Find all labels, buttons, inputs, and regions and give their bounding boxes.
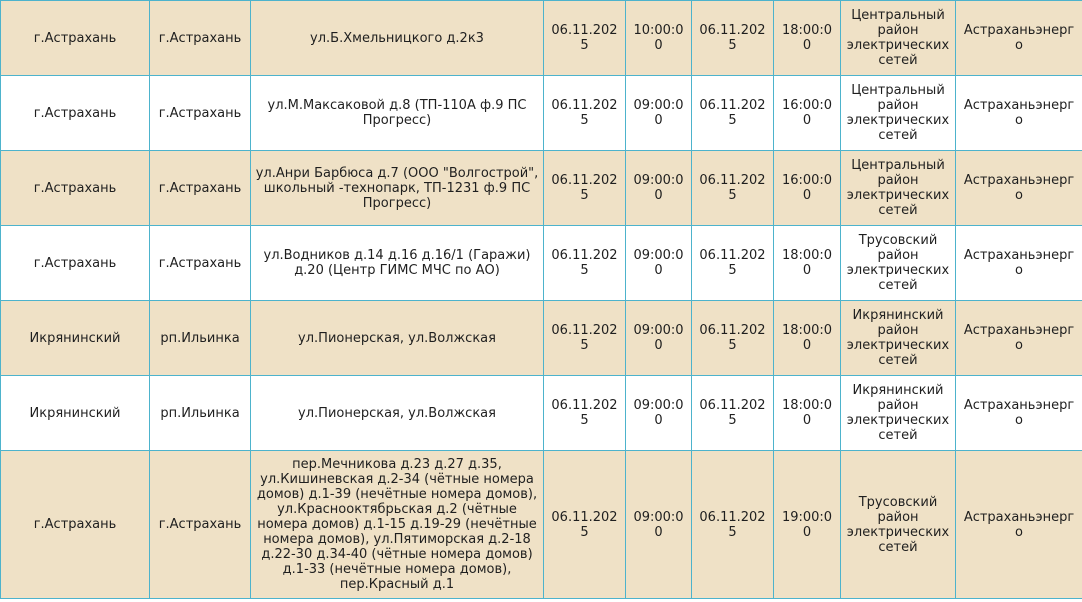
start-time-cell: 09:00:00 bbox=[626, 151, 692, 226]
end-time-cell: 18:00:00 bbox=[774, 301, 841, 376]
address-cell: ул.Пионерская, ул.Волжская bbox=[251, 301, 544, 376]
district-cell: Икрянинский bbox=[1, 301, 150, 376]
end-time-cell: 18:00:00 bbox=[774, 1, 841, 76]
end-date-cell: 06.11.2025 bbox=[692, 151, 774, 226]
start-date-cell: 06.11.2025 bbox=[544, 451, 626, 599]
table-row bbox=[1, 301, 1082, 376]
end-date-cell: 06.11.2025 bbox=[692, 451, 774, 599]
company-cell: Астраханьэнерго bbox=[956, 376, 1082, 451]
table-row bbox=[1, 376, 1082, 451]
end-time-cell: 18:00:00 bbox=[774, 226, 841, 301]
locality-cell: г.Астрахань bbox=[150, 451, 251, 599]
district-cell: г.Астрахань bbox=[1, 451, 150, 599]
start-time-cell: 09:00:00 bbox=[626, 226, 692, 301]
locality-cell: г.Астрахань bbox=[150, 1, 251, 76]
address-cell: ул.Анри Барбюса д.7 (ООО "Волгострой", школьный -технопарк, ТП-1231 ф.9 ПС Прогресс) bbox=[251, 151, 544, 226]
end-time-cell: 16:00:00 bbox=[774, 76, 841, 151]
start-time-cell: 09:00:00 bbox=[626, 76, 692, 151]
district-cell: Икрянинский bbox=[1, 376, 150, 451]
start-time-cell: 09:00:00 bbox=[626, 451, 692, 599]
address-cell: пер.Мечникова д.23 д.27 д.35, ул.Кишиневская д.2-34 (чётные номера домов) д.1-39 (нечётные номера домов), ул.Краснооктябрьская д.2 (чётные номера домов) д.1-15 д.19-29 (нечётные номера домов), ул.Пятиморская д.2-18 д.22-30 д.34-40 (чётные номера домов) д.1-33 (нечётные номера домов), пер.Красный д.1 bbox=[251, 451, 544, 599]
table-row bbox=[1, 151, 1082, 226]
address-cell: ул.Водников д.14 д.16 д.16/1 (Гаражи) д.20 (Центр ГИМС МЧС по АО) bbox=[251, 226, 544, 301]
company-cell: Астраханьэнерго bbox=[956, 76, 1082, 151]
locality-cell: рп.Ильинка bbox=[150, 376, 251, 451]
end-date-cell: 06.11.2025 bbox=[692, 1, 774, 76]
locality-cell: г.Астрахань bbox=[150, 151, 251, 226]
branch-cell: Трусовский район электрических сетей bbox=[841, 451, 956, 599]
end-date-cell: 06.11.2025 bbox=[692, 301, 774, 376]
branch-cell: Центральный район электрических сетей bbox=[841, 151, 956, 226]
district-cell: г.Астрахань bbox=[1, 226, 150, 301]
address-cell: ул.Пионерская, ул.Волжская bbox=[251, 376, 544, 451]
company-cell: Астраханьэнерго bbox=[956, 151, 1082, 226]
district-cell: г.Астрахань bbox=[1, 76, 150, 151]
table-row bbox=[1, 76, 1082, 151]
start-date-cell: 06.11.2025 bbox=[544, 1, 626, 76]
start-time-cell: 10:00:00 bbox=[626, 1, 692, 76]
start-time-cell: 09:00:00 bbox=[626, 301, 692, 376]
locality-cell: г.Астрахань bbox=[150, 76, 251, 151]
address-cell: ул.Б.Хмельницкого д.2к3 bbox=[251, 1, 544, 76]
start-time-cell: 09:00:00 bbox=[626, 376, 692, 451]
end-date-cell: 06.11.2025 bbox=[692, 76, 774, 151]
company-cell: Астраханьэнерго bbox=[956, 226, 1082, 301]
branch-cell: Икрянинский район электрических сетей bbox=[841, 376, 956, 451]
end-date-cell: 06.11.2025 bbox=[692, 376, 774, 451]
end-date-cell: 06.11.2025 bbox=[692, 226, 774, 301]
address-cell: ул.М.Максаковой д.8 (ТП-110А ф.9 ПС Прогресс) bbox=[251, 76, 544, 151]
branch-cell: Икрянинский район электрических сетей bbox=[841, 301, 956, 376]
company-cell: Астраханьэнерго bbox=[956, 1, 1082, 76]
branch-cell: Трусовский район электрических сетей bbox=[841, 226, 956, 301]
start-date-cell: 06.11.2025 bbox=[544, 151, 626, 226]
start-date-cell: 06.11.2025 bbox=[544, 76, 626, 151]
locality-cell: рп.Ильинка bbox=[150, 301, 251, 376]
company-cell: Астраханьэнерго bbox=[956, 301, 1082, 376]
company-cell: Астраханьэнерго bbox=[956, 451, 1082, 599]
district-cell: г.Астрахань bbox=[1, 151, 150, 226]
table-row bbox=[1, 451, 1082, 599]
end-time-cell: 19:00:00 bbox=[774, 451, 841, 599]
table-row bbox=[1, 226, 1082, 301]
start-date-cell: 06.11.2025 bbox=[544, 226, 626, 301]
district-cell: г.Астрахань bbox=[1, 1, 150, 76]
end-time-cell: 18:00:00 bbox=[774, 376, 841, 451]
locality-cell: г.Астрахань bbox=[150, 226, 251, 301]
start-date-cell: 06.11.2025 bbox=[544, 376, 626, 451]
end-time-cell: 16:00:00 bbox=[774, 151, 841, 226]
branch-cell: Центральный район электрических сетей bbox=[841, 76, 956, 151]
table-row bbox=[1, 1, 1082, 76]
start-date-cell: 06.11.2025 bbox=[544, 301, 626, 376]
branch-cell: Центральный район электрических сетей bbox=[841, 1, 956, 76]
